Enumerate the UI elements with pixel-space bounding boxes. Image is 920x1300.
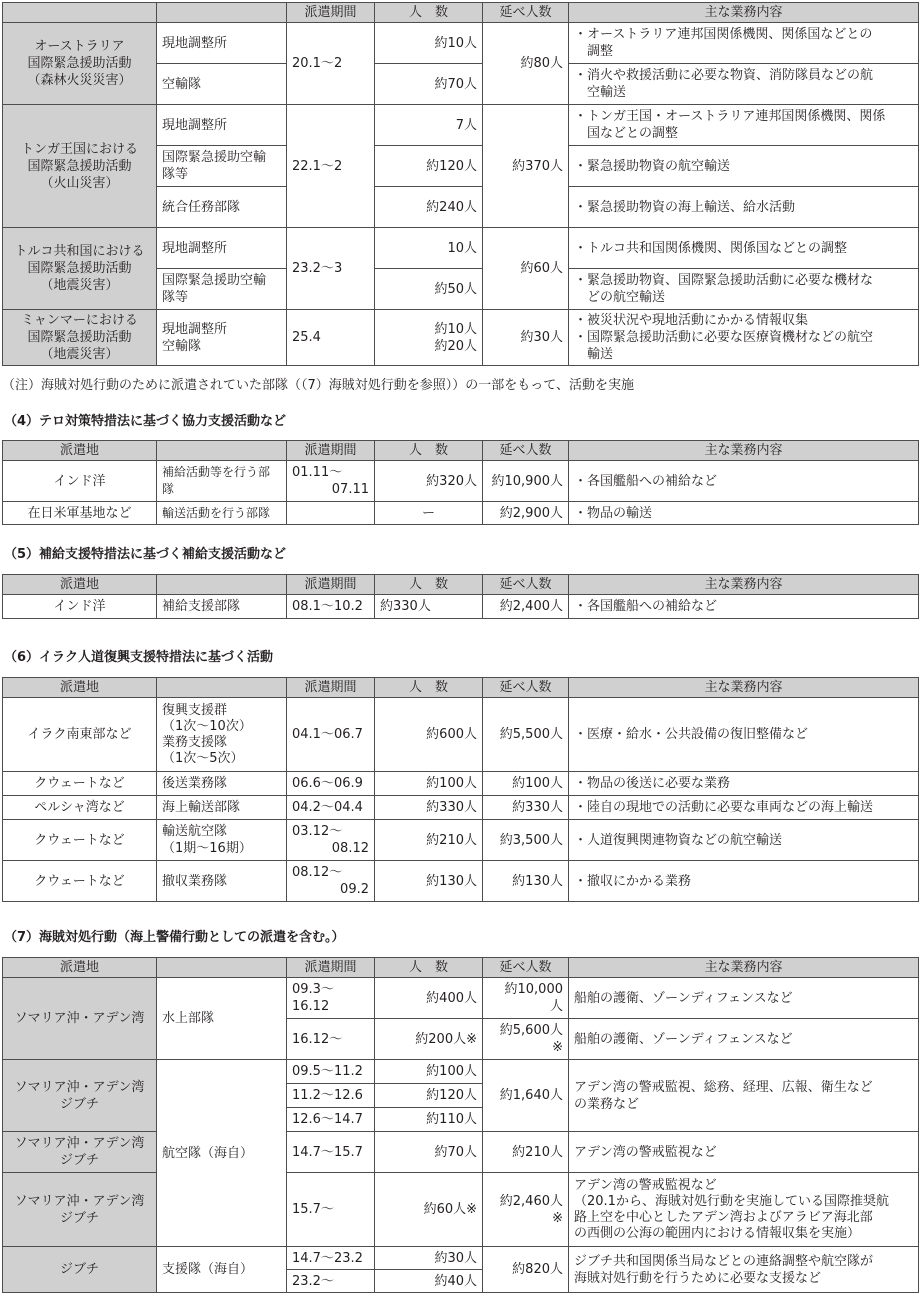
unit-cell: 国際緊急援助空輸 隊等 xyxy=(157,146,287,187)
duty-cell: ・各国艦船への補給など xyxy=(569,461,919,502)
header-destination: 派遣地 xyxy=(3,575,157,595)
total-cell: 約210人 xyxy=(483,1132,569,1173)
people-cell: 約120人 xyxy=(375,1084,483,1108)
total-cell: 約80人 xyxy=(483,23,569,105)
header-duties: 主な業務内容 xyxy=(569,678,919,698)
section-title: （5）補給支援特措法に基づく補給支援活動など xyxy=(4,547,287,562)
unit-cell: 補給支援部隊 xyxy=(157,595,287,619)
dest-cell: ソマリア沖・アデン湾 ジブチ xyxy=(3,1060,157,1132)
people-cell: 約10人 約20人 xyxy=(375,310,483,366)
header-blank-1 xyxy=(3,3,157,23)
duty-cell: ・被災状況や現地活動にかかる情報収集 ・国際緊急援助活動に必要な医療資機材などの航空 輸送 xyxy=(569,310,919,366)
duty-cell: ・物品の輸送 xyxy=(569,502,919,525)
section-title: （4）テロ対策特措法に基づく協力支援活動など xyxy=(4,414,287,429)
period-cell: 15.7～ xyxy=(287,1173,375,1247)
period-cell: 08.1～10.2 xyxy=(287,595,375,619)
people-cell: 約30人 xyxy=(375,1247,483,1270)
period-cell: 03.12～ 08.12 xyxy=(287,820,375,861)
people-cell: 約100人 xyxy=(375,772,483,796)
people-cell: 約50人 xyxy=(375,269,483,310)
total-cell: 約10,900人 xyxy=(483,461,569,502)
unit-cell: 航空隊（海自） xyxy=(157,1060,287,1247)
header-blank xyxy=(157,958,287,978)
header-period: 派遣期間 xyxy=(287,678,375,698)
unit-cell: 後送業務隊 xyxy=(157,772,287,796)
total-cell: 約370人 xyxy=(483,105,569,228)
duty-cell: ・トルコ共和国関係機関、関係国などとの調整 xyxy=(569,228,919,269)
total-cell: 約100人 xyxy=(483,772,569,796)
table1-note: （注）海賊対処行動のために派遣されていた部隊（（7）海賊対処行動を参照））の一部をもって、活動を実施 xyxy=(2,378,635,393)
total-cell: 約5,600人 ※ xyxy=(483,1019,569,1060)
dest-cell: イラク南東部など xyxy=(3,698,157,772)
period-cell: 23.2～ xyxy=(287,1270,375,1293)
period-cell xyxy=(287,502,375,525)
total-cell: 約130人 xyxy=(483,861,569,902)
section-title: （7）海賊対処行動（海上警備行動としての派遣を含む。） xyxy=(4,930,345,945)
period-cell: 11.2～12.6 xyxy=(287,1084,375,1108)
total-cell: 約820人 xyxy=(483,1247,569,1293)
duty-cell: ・消火や救援活動に必要な物資、消防隊員などの航 空輸送 xyxy=(569,64,919,105)
unit-cell: 現地調整所 xyxy=(157,228,287,269)
total-cell: 約60人 xyxy=(483,228,569,310)
people-cell: 約200人※ xyxy=(375,1019,483,1060)
header-blank xyxy=(157,678,287,698)
dest-cell: クウェートなど xyxy=(3,820,157,861)
people-cell: 約70人 xyxy=(375,64,483,105)
total-cell: 約2,900人 xyxy=(483,502,569,525)
people-cell: 約60人※ xyxy=(375,1173,483,1247)
dest-cell: クウェートなど xyxy=(3,861,157,902)
region-cell: オーストラリア 国際緊急援助活動 （森林火災災害） xyxy=(3,23,157,105)
header-duties: 主な業務内容 xyxy=(569,958,919,978)
people-cell: 約210人 xyxy=(375,820,483,861)
unit-cell: 撤収業務隊 xyxy=(157,861,287,902)
header-duties: 主な業務内容 xyxy=(569,575,919,595)
duty-cell: ジブチ共和国関係当局などとの連絡調整や航空隊が 海賊対処行動を行うために必要な支援など xyxy=(569,1247,919,1293)
table-international-relief xyxy=(2,2,919,366)
people-cell: 10人 xyxy=(375,228,483,269)
unit-cell: 海上輸送部隊 xyxy=(157,796,287,820)
unit-cell: 復興支援群 （1次～10次） 業務支援隊 （1次～5次） xyxy=(157,698,287,772)
header-people: 人 数 xyxy=(375,441,483,461)
unit-cell: 現地調整所 xyxy=(157,105,287,146)
unit-cell: 補給活動等を行う部隊 xyxy=(157,461,287,502)
duty-cell: ・医療・給水・公共設備の復旧整備など xyxy=(569,698,919,772)
header-destination: 派遣地 xyxy=(3,678,157,698)
unit-cell: 統合任務部隊 xyxy=(157,187,287,228)
total-cell: 約330人 xyxy=(483,796,569,820)
people-cell: 約400人 xyxy=(375,978,483,1019)
period-cell: 14.7～23.2 xyxy=(287,1247,375,1270)
people-cell: 約40人 xyxy=(375,1270,483,1293)
duty-cell: ・物品の後送に必要な業務 xyxy=(569,772,919,796)
period-cell: 01.11～ 07.11 xyxy=(287,461,375,502)
duty-cell: ・緊急援助物資の航空輸送 xyxy=(569,146,919,187)
duty-cell: ・陸自の現地での活動に必要な車両などの海上輸送 xyxy=(569,796,919,820)
header-blank xyxy=(157,575,287,595)
people-cell: 約10人 xyxy=(375,23,483,64)
people-cell: 約110人 xyxy=(375,1108,483,1132)
unit-cell: 輸送航空隊 （1期～16期） xyxy=(157,820,287,861)
duty-cell: ・オーストラリア連邦国関係機関、関係国などとの 調整 xyxy=(569,23,919,64)
people-cell: 約130人 xyxy=(375,861,483,902)
header-total: 延べ人数 xyxy=(483,441,569,461)
total-cell: 約1,640人 xyxy=(483,1060,569,1132)
dest-cell: ソマリア沖・アデン湾 ジブチ xyxy=(3,1173,157,1247)
total-cell: 約10,000 人 xyxy=(483,978,569,1019)
dest-cell: ソマリア沖・アデン湾 ジブチ xyxy=(3,1132,157,1173)
unit-cell: 現地調整所 xyxy=(157,23,287,64)
region-cell: ミャンマーにおける 国際緊急援助活動 （地震災害） xyxy=(3,310,157,366)
header-people: 人 数 xyxy=(375,678,483,698)
unit-cell: 空輸隊 xyxy=(157,64,287,105)
dest-cell: インド洋 xyxy=(3,461,157,502)
duty-cell: ・トンガ王国・オーストラリア連邦国関係機関、関係 国などとの調整 xyxy=(569,105,919,146)
duty-cell: ・緊急援助物資の海上輸送、給水活動 xyxy=(569,187,919,228)
people-cell: 約100人 xyxy=(375,1060,483,1084)
total-cell: 約3,500人 xyxy=(483,820,569,861)
people-cell: 約600人 xyxy=(375,698,483,772)
period-cell: 06.6～06.9 xyxy=(287,772,375,796)
header-blank-2 xyxy=(157,3,287,23)
header-people: 人 数 xyxy=(375,3,483,23)
dest-cell: インド洋 xyxy=(3,595,157,619)
dest-cell: ペルシャ湾など xyxy=(3,796,157,820)
duty-cell: アデン湾の警戒監視など xyxy=(569,1132,919,1173)
duty-cell: ・各国艦船への補給など xyxy=(569,595,919,619)
unit-cell: 水上部隊 xyxy=(157,978,287,1060)
period-cell: 04.1～06.7 xyxy=(287,698,375,772)
unit-cell: 国際緊急援助空輸 隊等 xyxy=(157,269,287,310)
header-period: 派遣期間 xyxy=(287,441,375,461)
duty-cell: ・撤収にかかる業務 xyxy=(569,861,919,902)
header-destination: 派遣地 xyxy=(3,441,157,461)
people-cell: 約330人 xyxy=(375,796,483,820)
header-total: 延べ人数 xyxy=(483,678,569,698)
period-cell: 14.7～15.7 xyxy=(287,1132,375,1173)
duty-cell: アデン湾の警戒監視など （20.1から、海賊対処行動を実施している国際推奨航 路上空を中心としたアデン湾およびアラビア海北部 の西側の公海の範囲内における情報収集を実施） xyxy=(569,1173,919,1247)
header-blank xyxy=(157,441,287,461)
period-cell: 09.5～11.2 xyxy=(287,1060,375,1084)
header-period: 派遣期間 xyxy=(287,575,375,595)
people-cell: 約120人 xyxy=(375,146,483,187)
dest-cell: 在日米軍基地など xyxy=(3,502,157,525)
section-title: （6）イラク人道復興支援特措法に基づく活動 xyxy=(4,650,274,665)
dest-cell: ジブチ xyxy=(3,1247,157,1293)
table-section4 xyxy=(2,440,919,525)
duty-cell: 船舶の護衛、ゾーンディフェンスなど xyxy=(569,978,919,1019)
people-cell: 約240人 xyxy=(375,187,483,228)
dest-cell: クウェートなど xyxy=(3,772,157,796)
header-total: 延べ人数 xyxy=(483,958,569,978)
header-total: 延べ人数 xyxy=(483,3,569,23)
header-period: 派遣期間 xyxy=(287,958,375,978)
period-cell: 04.2～04.4 xyxy=(287,796,375,820)
people-cell: 7人 xyxy=(375,105,483,146)
unit-cell: 輸送活動を行う部隊 xyxy=(157,502,287,525)
table-section7 xyxy=(2,957,919,1293)
period-cell: 22.1～2 xyxy=(287,105,375,228)
region-cell: トンガ王国における 国際緊急援助活動 （火山災害） xyxy=(3,105,157,228)
unit-cell: 支援隊（海自） xyxy=(157,1247,287,1293)
total-cell: 約5,500人 xyxy=(483,698,569,772)
period-cell: 12.6～14.7 xyxy=(287,1108,375,1132)
header-period: 派遣期間 xyxy=(287,3,375,23)
duty-cell: ・人道復興関連物資などの航空輸送 xyxy=(569,820,919,861)
table-section6 xyxy=(2,677,919,902)
total-cell: 約30人 xyxy=(483,310,569,366)
header-destination: 派遣地 xyxy=(3,958,157,978)
header-total: 延べ人数 xyxy=(483,575,569,595)
period-cell: 25.4 xyxy=(287,310,375,366)
total-cell: 約2,400人 xyxy=(483,595,569,619)
period-cell: 08.12～ 09.2 xyxy=(287,861,375,902)
header-people: 人 数 xyxy=(375,575,483,595)
people-cell: 約70人 xyxy=(375,1132,483,1173)
people-cell: ー xyxy=(375,502,483,525)
dest-cell: ソマリア沖・アデン湾 xyxy=(3,978,157,1060)
header-duties: 主な業務内容 xyxy=(569,3,919,23)
header-people: 人 数 xyxy=(375,958,483,978)
period-cell: 09.3～16.12 xyxy=(287,978,375,1019)
total-cell: 約2,460人 ※ xyxy=(483,1173,569,1247)
people-cell: 約330人 xyxy=(375,595,483,619)
period-cell: 23.2～3 xyxy=(287,228,375,310)
duty-cell: アデン湾の警戒監視、総務、経理、広報、衛生など の業務など xyxy=(569,1060,919,1132)
period-cell: 20.1～2 xyxy=(287,23,375,105)
header-duties: 主な業務内容 xyxy=(569,441,919,461)
region-cell: トルコ共和国における 国際緊急援助活動 （地震災害） xyxy=(3,228,157,310)
table-section5 xyxy=(2,574,919,619)
duty-cell: 船舶の護衛、ゾーンディフェンスなど xyxy=(569,1019,919,1060)
people-cell: 約320人 xyxy=(375,461,483,502)
unit-cell: 現地調整所 空輸隊 xyxy=(157,310,287,366)
duty-cell: ・緊急援助物資、国際緊急援助活動に必要な機材な どの航空輸送 xyxy=(569,269,919,310)
period-cell: 16.12～ xyxy=(287,1019,375,1060)
